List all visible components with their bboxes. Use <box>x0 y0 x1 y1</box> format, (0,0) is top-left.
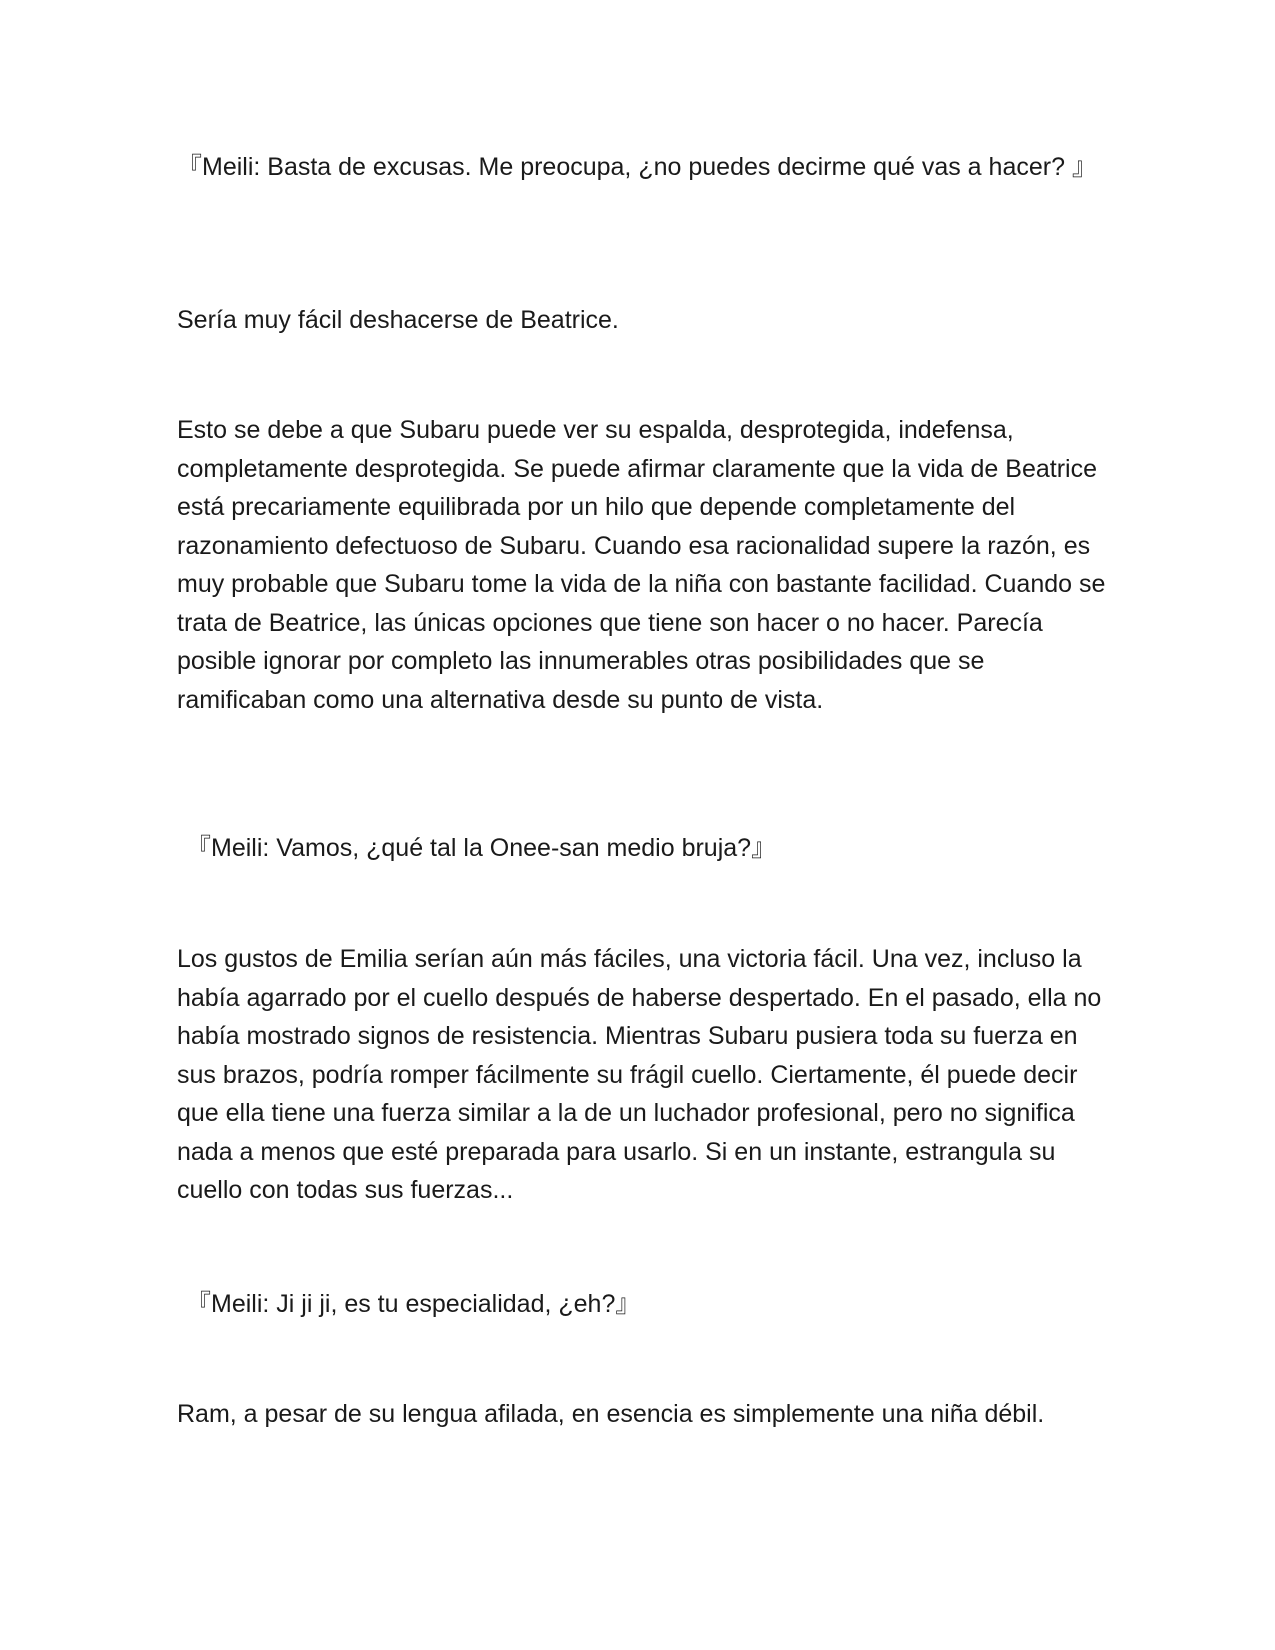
narration-paragraph: Ram, a pesar de su lengua afilada, en esencia es simplemente una niña débil. <box>177 1400 1045 1428</box>
narration-paragraph: Sería muy fácil deshacerse de Beatrice. <box>177 306 619 334</box>
narration-paragraph: Los gustos de Emilia serían aún más fáciles, una victoria fácil. Una vez, incluso la había agarrado por el cuello después de haberse despertado. En el pasado, ella no había mostrado signos de resistencia. Mientras Subaru pusiera toda su fuerza en sus brazos, podría romper fácilmente su frágil cuello. Ciertamente, él puede decir que ella tiene una fuerza similar a la de un luchador profesional, pero no significa nada a menos que esté preparada para usarlo. Si en un instante, estrangula su cuello con todas sus fuerzas... <box>177 945 1102 1204</box>
dialogue-paragraph: 『Meili: Basta de excusas. Me preocupa, ¿no puedes decirme qué vas a hacer? 』 <box>177 153 1097 181</box>
narration-paragraph: Esto se debe a que Subaru puede ver su espalda, desprotegida, indefensa, completamente desprotegida. Se puede afirmar claramente que la vida de Beatrice está precariamente equilibrada por un hilo que depende completamente del razonamiento defectuoso de Subaru. Cuando esa racionalidad supere la razón, es muy probable que Subaru tome la vida de la niña con bastante facilidad. Cuando se trata de Beatrice, las únicas opciones que tiene son hacer o no hacer. Parecía posible ignorar por completo las innumerables otras posibilidades que se ramificaban como una alternativa desde su punto de vista. <box>177 416 1106 714</box>
dialogue-paragraph: 『Meili: Vamos, ¿qué tal la Onee-san medio bruja?』 <box>186 834 777 862</box>
dialogue-paragraph: 『Meili: Ji ji ji, es tu especialidad, ¿eh?』 <box>186 1290 641 1318</box>
